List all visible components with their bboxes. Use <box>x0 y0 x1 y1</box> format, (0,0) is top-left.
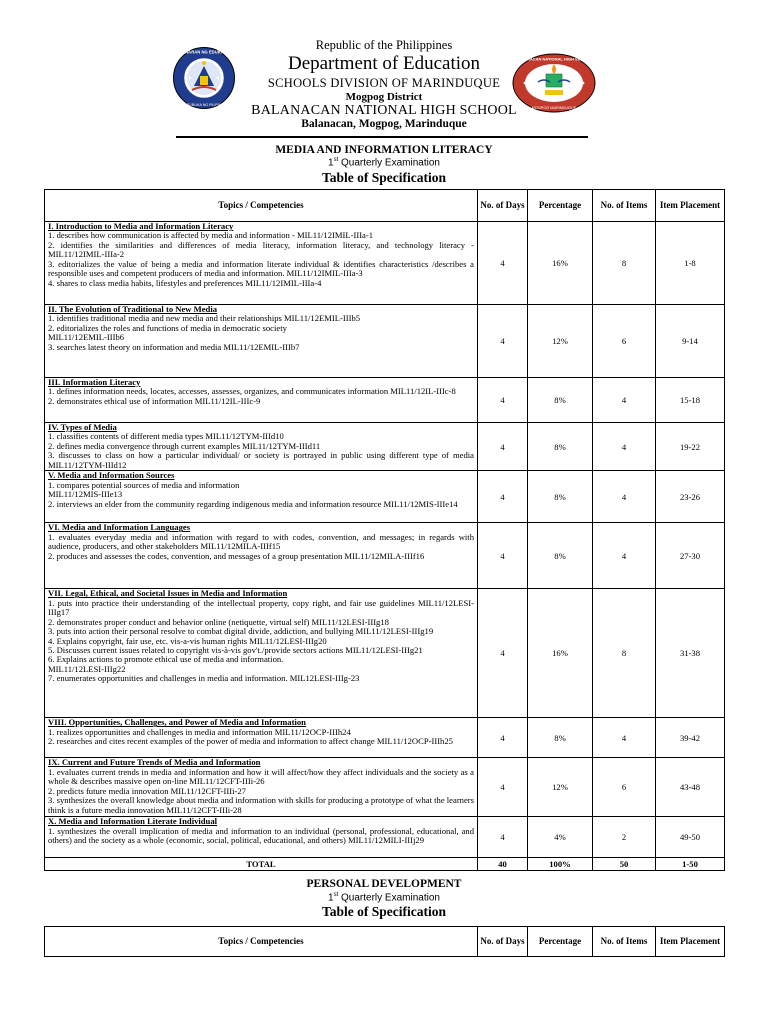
mil-table-title: Table of Specification <box>321 170 446 185</box>
mil-col-topics: Topics / Competencies <box>45 190 478 222</box>
topic-cell <box>45 718 478 758</box>
total-items: 50 <box>593 858 656 871</box>
district-line: Mogpog District <box>345 91 423 103</box>
total-percentage: 100% <box>528 858 593 871</box>
percentage-cell: 12% <box>528 305 593 378</box>
pd-header-row <box>45 927 725 957</box>
competency-line: 4. shares to class media habits, lifestyles and preferences MIL11/12IMIL-IIIa-4 <box>48 277 322 288</box>
placement-cell: 19-22 <box>656 423 725 471</box>
table-row <box>45 718 725 758</box>
competency-line: 2. editorializes the roles and functions of media in democratic society <box>48 322 287 333</box>
topic-cell <box>45 523 478 589</box>
competency-line: 1. describes how communication is affected by media and information - MIL11/12IMIL-IIIa-1 <box>48 230 374 241</box>
pd-spec-table <box>44 926 725 957</box>
days-cell: 4 <box>478 589 528 718</box>
section-heading: I. Introduction to Media and Information Literacy <box>48 221 234 231</box>
mil-col-percentage: Percentage <box>528 190 593 222</box>
total-row <box>45 858 725 871</box>
svg-text:KAGAWARAN NG EDUKASYON: KAGAWARAN NG EDUKASYON <box>172 49 236 55</box>
pd-table-title: Table of Specification <box>321 904 446 919</box>
mil-col-items: No. of Items <box>593 190 656 222</box>
mil-exam-suffix: st <box>333 157 339 163</box>
items-cell: 8 <box>593 589 656 718</box>
competency-line: MIL11/12EMIL-IIIb6 <box>48 332 125 343</box>
mil-header-row <box>45 190 725 222</box>
section-heading: II. The Evolution of Traditional to New Media <box>48 304 218 314</box>
percentage-cell: 8% <box>528 718 593 758</box>
section-heading: VI. Media and Information Languages <box>48 522 191 533</box>
division-line: SCHOOLS DIVISION OF MARINDUQUE <box>267 76 501 90</box>
items-cell: 4 <box>593 378 656 423</box>
table-row <box>45 817 725 858</box>
svg-text:MOGPOG MARINDUQUE: MOGPOG MARINDUQUE <box>531 106 577 110</box>
topic-cell <box>45 758 478 817</box>
placement-cell: 9-14 <box>656 305 725 378</box>
svg-text:REPUBLIKA NG PILIPINAS: REPUBLIKA NG PILIPINAS <box>181 103 227 107</box>
competency-line: 1. realizes opportunities and challenges in media and information MIL11/12OCP-IIIh24 <box>48 726 351 737</box>
mil-exam-line <box>0 157 768 168</box>
total-days: 40 <box>478 858 528 871</box>
days-cell: 4 <box>478 471 528 523</box>
header-divider <box>176 136 588 138</box>
competency-line: 1. defines information needs, locates, accesses, assesses, organizes, and communicates information MIL11/12IL-IIIc-8 <box>48 386 456 397</box>
competency-line: 1. synthesizes the overall implication of media and information to an individual (personal, professional, educational, and others) and the society as a whole (economic, social, political, educational, and others) MIL11/12MILI-IIIj29 <box>48 825 474 846</box>
school-address: Balanacan, Mogpog, Marinduque <box>301 118 467 130</box>
pd-col-days: No. of Days <box>478 927 528 957</box>
pd-exam-number: 1 <box>328 892 334 904</box>
items-cell: 2 <box>593 817 656 858</box>
total-placement: 1-50 <box>656 858 725 871</box>
competency-line: 1. evaluates everyday media and information with regard to with codes, convention, and messages; in regards with audience, producers, and other stakeholders MIL11/12MILA-IIIf15 <box>48 531 474 552</box>
percentage-cell: 8% <box>528 471 593 523</box>
days-cell: 4 <box>478 758 528 817</box>
items-cell: 4 <box>593 718 656 758</box>
competency-line: 2. predicts future media innovation MIL11/12CFT-IIIi-27 <box>48 785 246 796</box>
section-heading: X. Media and Information Literate Individual <box>48 816 218 827</box>
table-row <box>45 471 725 523</box>
topic-cell <box>45 423 478 471</box>
competency-line: 1. identifies traditional media and new media and their relationships MIL11/12EMIL-IIIb5 <box>48 313 361 324</box>
total-label: TOTAL <box>45 858 478 871</box>
items-cell: 4 <box>593 471 656 523</box>
days-cell: 4 <box>478 222 528 305</box>
days-cell: 4 <box>478 378 528 423</box>
percentage-cell: 8% <box>528 523 593 589</box>
competency-line: 2. researches and cites recent examples of the power of media and information to affect change MIL11/12OCP-IIIh25 <box>48 736 453 747</box>
table-row <box>45 423 725 471</box>
svg-text:BALANACAN NATIONAL HIGH SCHOOL: BALANACAN NATIONAL HIGH SCHOOL <box>515 56 593 62</box>
topic-cell <box>45 305 478 378</box>
competency-line: 2. demonstrates ethical use of information MIL11/12IL-IIIc-9 <box>48 395 261 406</box>
days-cell: 4 <box>478 305 528 378</box>
mil-col-days: No. of Days <box>478 190 528 222</box>
mil-exam-text: Quarterly Examination <box>338 157 440 169</box>
percentage-cell: 4% <box>528 817 593 858</box>
competency-line: 3. searches latest theory on information and media MIL11/12EMIL-IIIb7 <box>48 341 300 352</box>
competency-line: 7. enumerates opportunities and challenges in media and information. MIL12LESI-IIIg-23 <box>48 673 360 684</box>
competency-line: MIL11/12LESI-IIIg22 <box>48 663 126 674</box>
mil-spec-table <box>44 189 725 871</box>
section-heading: III. Information Literacy <box>48 377 141 387</box>
topic-cell <box>45 471 478 523</box>
items-cell: 6 <box>593 758 656 817</box>
competency-line: 3. discusses to class on how a particular individual/ or society is portrayed in public using different type of media MIL11/12TYM-IIId12 <box>48 450 474 470</box>
republic-line: Republic of the Philippines <box>315 38 453 52</box>
competency-line: MIL11/12MIS-IIIe13 <box>48 489 123 500</box>
percentage-cell: 16% <box>528 222 593 305</box>
table-row <box>45 378 725 423</box>
pd-exam-suffix: st <box>333 892 339 898</box>
topic-cell <box>45 817 478 858</box>
competency-line: 2. defines media convergence through current examples MIL11/12TYM-IIId11 <box>48 440 321 451</box>
placement-cell: 39-42 <box>656 718 725 758</box>
mil-exam-number: 1 <box>328 157 334 169</box>
days-cell: 4 <box>478 523 528 589</box>
competency-line: 6. Explains actions to promote ethical use of media and information. <box>48 654 284 665</box>
percentage-cell: 12% <box>528 758 593 817</box>
placement-cell: 15-18 <box>656 378 725 423</box>
pd-exam-text: Quarterly Examination <box>338 892 440 904</box>
competency-line: 1. puts into practice their understanding of the intellectual property, copy right, and fair use guidelines MIL11/12LESI-IIIg17 <box>48 597 474 618</box>
table-row <box>45 305 725 378</box>
pd-subject-title: PERSONAL DEVELOPMENT <box>306 878 462 890</box>
items-cell: 8 <box>593 222 656 305</box>
percentage-cell: 8% <box>528 378 593 423</box>
days-cell: 4 <box>478 718 528 758</box>
competency-line: 1. classifies contents of different media types MIL11/12TYM-IIId10 <box>48 431 284 442</box>
pd-col-topics: Topics / Competencies <box>45 927 478 957</box>
items-cell: 4 <box>593 423 656 471</box>
placement-cell: 27-30 <box>656 523 725 589</box>
pd-col-percentage: Percentage <box>528 927 593 957</box>
mil-col-placement: Item Placement <box>656 190 725 222</box>
percentage-cell: 16% <box>528 589 593 718</box>
mil-subject-title: MEDIA AND INFORMATION LITERACY <box>275 144 493 156</box>
table-row <box>45 589 725 718</box>
placement-cell: 23-26 <box>656 471 725 523</box>
days-cell: 4 <box>478 423 528 471</box>
placement-cell: 43-48 <box>656 758 725 817</box>
school-name: BALANACAN NATIONAL HIGH SCHOOL <box>251 103 517 118</box>
pd-col-placement: Item Placement <box>656 927 725 957</box>
topic-cell <box>45 378 478 423</box>
competency-line: 4. Explains copyright, fair use, etc. vis-a-vis human rights MIL11/12LESI-IIIg20 <box>48 635 327 646</box>
placement-cell: 49-50 <box>656 817 725 858</box>
pd-col-items: No. of Items <box>593 927 656 957</box>
competency-line: 1. evaluates current trends in media and information and how it will affect/how they affect individuals and the society as a whole & describes massive open on-line MIL11/12CFT-IIIi-26 <box>48 766 474 787</box>
competency-line: 5. Discusses current issues related to copyright vis-à-vis gov't./provide sectors actions MIL11/12LESI-IIIg21 <box>48 644 423 655</box>
section-heading: VIII. Opportunities, Challenges, and Power of Media and Information <box>48 717 306 728</box>
placement-cell: 31-38 <box>656 589 725 718</box>
section-heading: IV. Types of Media <box>48 422 117 432</box>
pd-exam-line <box>0 892 768 903</box>
percentage-cell: 8% <box>528 423 593 471</box>
competency-line: 2. demonstrates proper conduct and behavior online (netiquette, virtual self) MIL11/12LESI-IIIg18 <box>48 616 389 627</box>
competency-line: 3. editorializes the value of being a media and information literate individual & identifies characteristics /describes a responsible uses and competent producers of media and information. MIL11/12IMIL-IIIa-3 <box>48 258 474 279</box>
section-heading: V. Media and Information Sources <box>48 470 175 481</box>
competency-line: 2. identifies the similarities and differences of media literacy, information literacy, and technology literacy - MIL11/12IMIL-IIIa-2 <box>48 239 474 260</box>
items-cell: 6 <box>593 305 656 378</box>
section-heading: IX. Current and Future Trends of Media and Information <box>48 757 261 768</box>
table-row <box>45 523 725 589</box>
placement-cell: 1-8 <box>656 222 725 305</box>
competency-line: 1. compares potential sources of media and information <box>48 479 240 490</box>
topic-cell <box>45 222 478 305</box>
department-title: Department of Education <box>287 53 481 74</box>
topic-cell <box>45 589 478 718</box>
competency-line: 2. interviews an elder from the community regarding indigenous media and information resource MIL11/12MIS-IIIe14 <box>48 498 458 509</box>
competency-line: 3. synthesizes the overall knowledge about media and information with skills for producing a prototype of what the learners think is a future media innovation MIL11/12CFT-IIIi-28 <box>48 795 474 815</box>
table-row <box>45 222 725 305</box>
table-row <box>45 758 725 817</box>
days-cell: 4 <box>478 817 528 858</box>
letterhead <box>0 0 768 140</box>
competency-line: 2. produces and assesses the codes, convention, and messages of a group presentation MIL11/12MILA-IIIf16 <box>48 550 425 561</box>
section-heading: VII. Legal, Ethical, and Societal Issues in Media and Information <box>48 588 288 599</box>
items-cell: 4 <box>593 523 656 589</box>
competency-line: 3. puts into action their personal resolve to combat digital divide, addiction, and bullying MIL11/12LESI-IIIg19 <box>48 626 434 637</box>
